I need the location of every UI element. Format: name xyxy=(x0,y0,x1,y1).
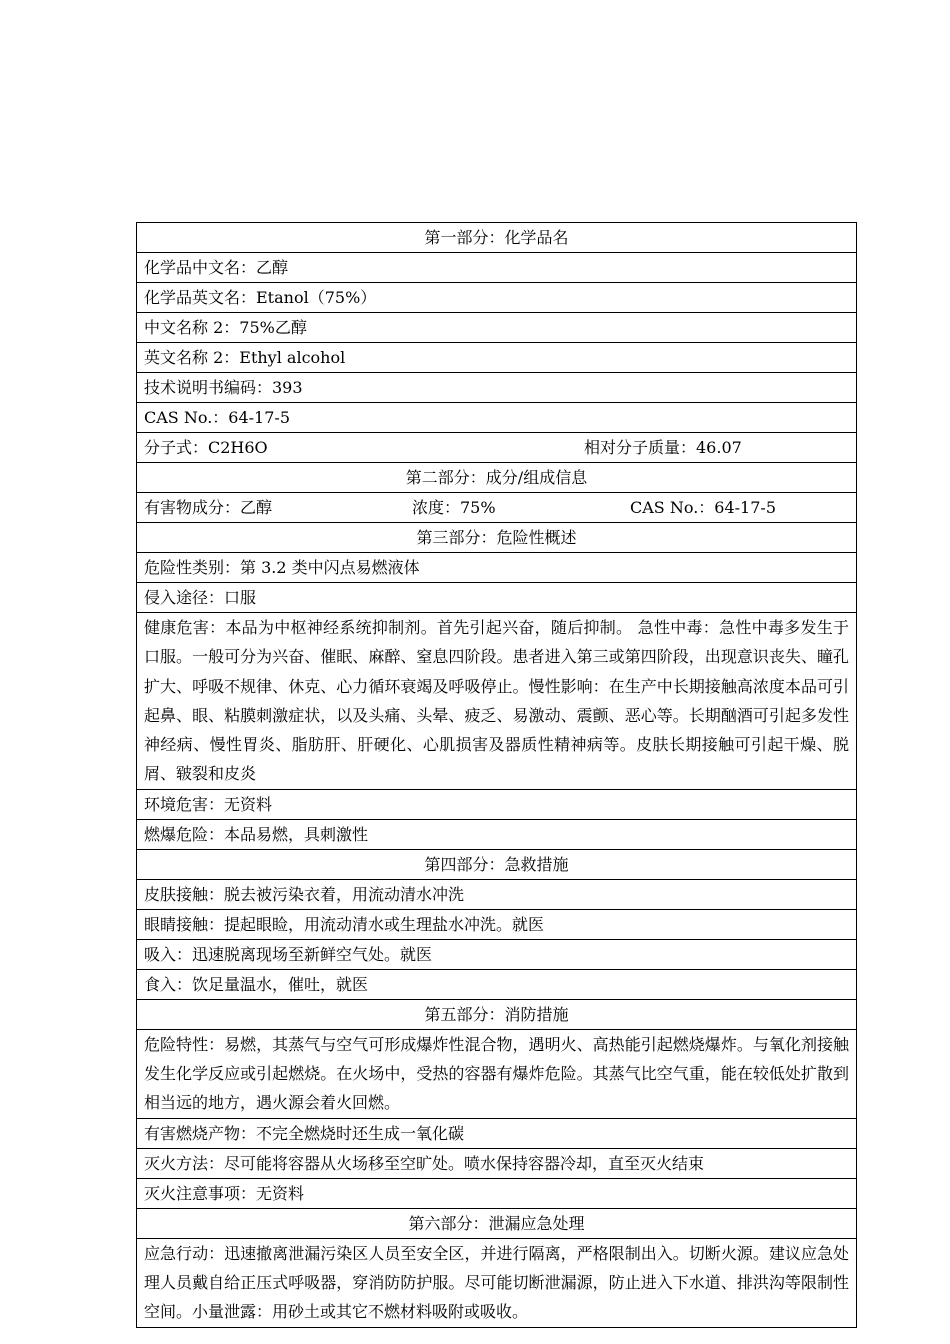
component-cas: CAS No.：64-17-5 xyxy=(630,498,776,517)
explosion-hazard: 燃爆危险：本品易燃，具刺激性 xyxy=(137,819,857,849)
emergency-action: 应急行动：迅速撤离泄漏污染区人员至安全区，并进行隔离，严格限制出入。切断火源。建议应急处理人员戴自给正压式呼吸器，穿消防防护服。尽可能切断泄漏源，防止进入下水道、排洪沟等限制性空间。小量泄露：用砂土或其它不燃材料吸附或吸收。 xyxy=(137,1238,857,1327)
part1-title: 第一部分：化学品名 xyxy=(137,223,857,253)
firefighting-notes: 灭火注意事项：无资料 xyxy=(137,1178,857,1208)
eye-contact: 眼睛接触：提起眼睑，用流动清水或生理盐水冲洗。就医 xyxy=(137,909,857,939)
hazard-class: 危险性类别：第 3.2 类中闪点易燃液体 xyxy=(137,553,857,583)
msds-table xyxy=(136,222,857,1328)
en-name: 化学品英文名：Etanol（75%） xyxy=(137,283,857,313)
part3-title: 第三部分：危险性概述 xyxy=(137,523,857,553)
fire-hazard: 危险特性：易燃，其蒸气与空气可形成爆炸性混合物，遇明火、高热能引起燃烧爆炸。与氧化剂接触发生化学反应或引起燃烧。在火场中，受热的容器有爆炸危险。其蒸气比空气重，能在较低处扩散到相当远的地方，遇火源会着火回燃。 xyxy=(137,1029,857,1118)
part6-title: 第六部分：泄漏应急处理 xyxy=(137,1208,857,1238)
formula-row xyxy=(137,433,857,463)
cn-name-2: 中文名称 2：75%乙醇 xyxy=(137,313,857,343)
en-name-2: 英文名称 2：Ethyl alcohol xyxy=(137,343,857,373)
part4-title: 第四部分：急救措施 xyxy=(137,849,857,879)
health-hazard: 健康危害：本品为中枢神经系统抑制剂。首先引起兴奋，随后抑制。 急性中毒：急性中毒多发生于口服。一般可分为兴奋、催眠、麻醉、窒息四阶段。患者进入第三或第四阶段，出现意识丧失、瞳孔扩大、呼吸不规律、休克、心力循环衰竭及呼吸停止。慢性影响：在生产中长期接触高浓度本品可引起鼻、眼、粘膜刺激症状，以及头痛、头晕、疲乏、易激动、震颤、恶心等。长期酗酒可引起多发性神经病、慢性胃炎、脂肪肝、肝硬化、心肌损害及器质性精神病等。皮肤长期接触可引起干燥、脱屑、皲裂和皮炎 xyxy=(137,613,857,790)
concentration: 浓度：75% xyxy=(412,498,496,517)
cas-number: CAS No.：64-17-5 xyxy=(137,403,857,433)
part5-title: 第五部分：消防措施 xyxy=(137,999,857,1029)
cn-name: 化学品中文名：乙醇 xyxy=(137,253,857,283)
inhalation: 吸入：迅速脱离现场至新鲜空气处。就医 xyxy=(137,939,857,969)
combustion-products: 有害燃烧产物：不完全燃烧时还生成一氧化碳 xyxy=(137,1118,857,1148)
part2-title: 第二部分：成分/组成信息 xyxy=(137,463,857,493)
exposure-route: 侵入途径：口服 xyxy=(137,583,857,613)
molecular-weight: 相对分子质量：46.07 xyxy=(584,438,742,457)
skin-contact: 皮肤接触：脱去被污染衣着，用流动清水冲洗 xyxy=(137,879,857,909)
molecular-formula: 分子式：C2H6O xyxy=(144,438,268,457)
component-row xyxy=(137,493,857,523)
extinguishing-method: 灭火方法：尽可能将容器从火场移至空旷处。喷水保持容器冷却，直至灭火结束 xyxy=(137,1148,857,1178)
spec-code: 技术说明书编码：393 xyxy=(137,373,857,403)
environment-hazard: 环境危害：无资料 xyxy=(137,789,857,819)
ingestion: 食入：饮足量温水，催吐，就医 xyxy=(137,969,857,999)
hazardous-component: 有害物成分：乙醇 xyxy=(144,498,273,517)
